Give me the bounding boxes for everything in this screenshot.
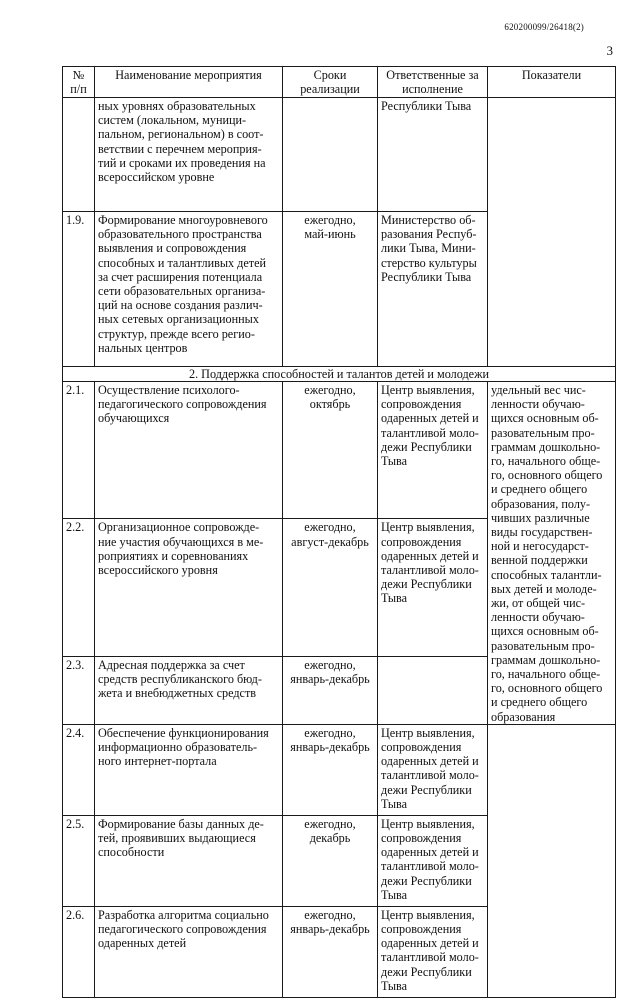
row-term: ежегодно, декабрь <box>283 815 378 906</box>
row-number: 2.4. <box>63 724 95 815</box>
table-row <box>63 724 616 815</box>
row-term: ежегодно, январь-декабрь <box>283 656 378 724</box>
row-number: 2.3. <box>63 656 95 724</box>
page-number: 3 <box>606 43 613 58</box>
row-measure-name: Организационное сопровожде- ние участия обучающихся в ме- роприятиях и соревнованиях всероссийского уровня <box>95 519 283 656</box>
row-responsible: Центр выявления, сопровождения одаренных детей и талантливой моло- дежи Республики Тыва <box>378 724 488 815</box>
row-indicators-empty <box>488 724 616 997</box>
table-row <box>63 382 616 519</box>
row-indicators-empty <box>488 98 616 367</box>
column-header-indicators: Показатели <box>488 67 616 98</box>
row-term: ежегодно, август-декабрь <box>283 519 378 656</box>
row-number <box>63 98 95 212</box>
column-header-responsible: Ответственные за исполнение <box>378 67 488 98</box>
section-indicators: удельный вес чис- ленности обучаю- щихся основным об- разовательным про- граммам дошкольно- го, начального обще- го, основного общего и среднего общего образования, полу- чивших различные виды государствен- ной и негосударст- венной поддержки способных талантли- вых детей и молоде- жи, от общей чис- ленности обучаю- щихся основным об- разовательным про- граммам дошкольно- го, начального обще- го, основного общего и среднего общего образования <box>488 382 616 725</box>
row-responsible: Республики Тыва <box>378 98 488 212</box>
row-measure-name: ных уровнях образовательных систем (локальном, муници- пальном, региональном) в соот- ветствии с перечнем мероприя- тий и сроками их проведения на всероссийском уровне <box>95 98 283 212</box>
row-term <box>283 98 378 212</box>
row-responsible: Центр выявления, сопровождения одаренных детей и талантливой моло- дежи Республики Тыва <box>378 815 488 906</box>
row-term: ежегодно, май-июнь <box>283 212 378 367</box>
row-measure-name: Разработка алгоритма социально педагогического сопровождения одаренных детей <box>95 906 283 997</box>
row-measure-name: Обеспечение функционирования информационно образователь- ного интернет-портала <box>95 724 283 815</box>
row-term: ежегодно, январь-декабрь <box>283 724 378 815</box>
row-measure-name: Формирование многоуровневого образовательного пространства выявления и сопровождения способных и талантливых детей за счет расширения потенциала сети образовательных организа- ций на основе создания различ- ных сетевых организационных структур, прежде всего регио- нальных центров <box>95 212 283 367</box>
section-header-row <box>63 367 616 382</box>
column-header-name: Наименование мероприятия <box>95 67 283 98</box>
section-title: 2. Поддержка способностей и талантов детей и молодежи <box>63 367 616 382</box>
row-measure-name: Формирование базы данных де- тей, проявивших выдающиеся способности <box>95 815 283 906</box>
row-term: ежегодно, октябрь <box>283 382 378 519</box>
row-number: 2.1. <box>63 382 95 519</box>
row-responsible: Центр выявления, сопровождения одаренных детей и талантливой моло- дежи Республики Тыва <box>378 906 488 997</box>
row-responsible: Центр выявления, сопровождения одаренных детей и талантливой моло- дежи Республики Тыва <box>378 382 488 519</box>
table-row <box>63 98 616 212</box>
row-number: 1.9. <box>63 212 95 367</box>
row-responsible: Министерство об- разования Респуб- лики Тыва, Мини- стерство культуры Республики Тыва <box>378 212 488 367</box>
column-header-number: № п/п <box>63 67 95 98</box>
row-number: 2.6. <box>63 906 95 997</box>
column-header-term: Сроки реализации <box>283 67 378 98</box>
table-header-row <box>63 67 616 98</box>
row-measure-name: Адресная поддержка за счет средств республиканского бюд- жета и внебюджетных средств <box>95 656 283 724</box>
row-term: ежегодно, январь-декабрь <box>283 906 378 997</box>
row-number: 2.5. <box>63 815 95 906</box>
row-measure-name: Осуществление психолого- педагогического сопровождения обучающихся <box>95 382 283 519</box>
document-id: 620200099/26418(2) <box>504 22 584 32</box>
measures-table <box>62 66 616 998</box>
row-responsible <box>378 656 488 724</box>
row-responsible: Центр выявления, сопровождения одаренных детей и талантливой моло- дежи Республики Тыва <box>378 519 488 656</box>
row-number: 2.2. <box>63 519 95 656</box>
